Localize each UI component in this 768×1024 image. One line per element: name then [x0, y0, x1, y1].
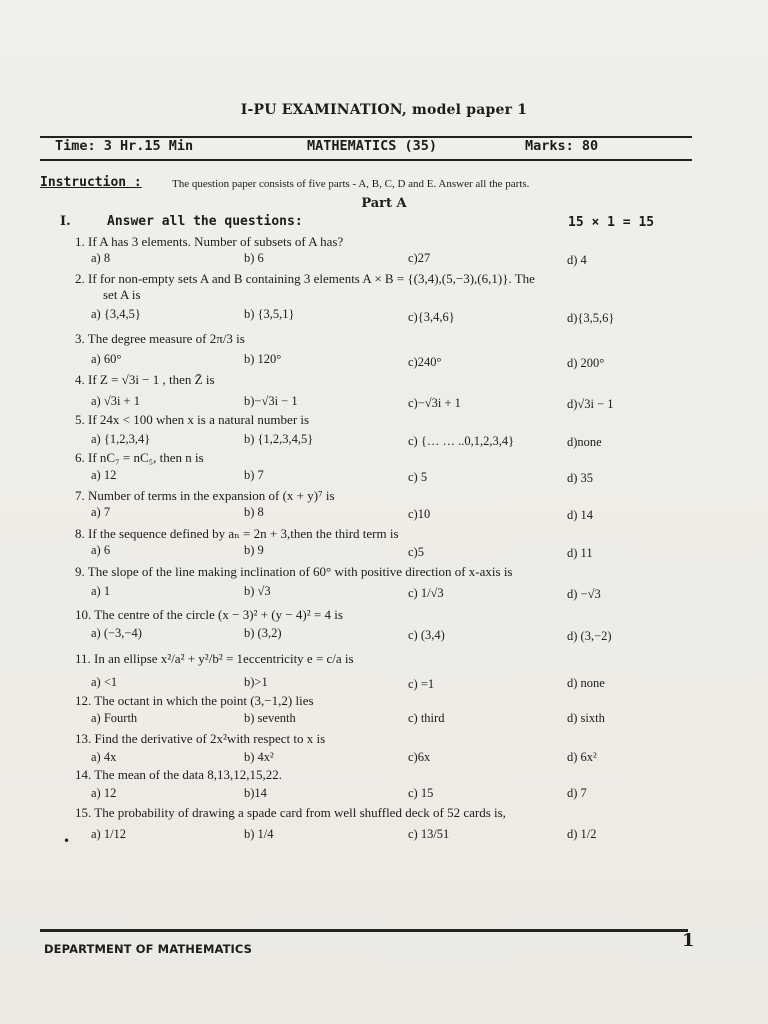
option-c: c)5: [408, 545, 424, 559]
time-label: Time: 3 Hr.15 Min: [55, 138, 194, 154]
question-4: 4. If Z = √3i − 1 , then Z̄ is: [75, 372, 215, 387]
header-rule: [40, 159, 692, 161]
option-b: b) (3,2): [244, 626, 282, 640]
question-10: 10. The centre of the circle (x − 3)² + (y − 4)² = 4 is: [75, 607, 343, 622]
option-b: b) {1,2,3,4,5}: [244, 432, 314, 446]
option-c: c) =1: [408, 677, 435, 691]
option-c: c)6x: [408, 750, 431, 764]
option-b: b) 1/4: [244, 827, 274, 841]
option-a: a) 7: [91, 505, 111, 519]
question-15: 15. The probability of drawing a spade card from well shuffled deck of 52 cards is,: [75, 805, 506, 820]
question-8: 8. If the sequence defined by aₙ = 2n + 3,then the third term is: [75, 526, 399, 541]
section-number: I.: [60, 214, 71, 229]
option-a: a) √3i + 1: [91, 394, 140, 408]
question-5: 5. If 24x < 100 when x is a natural number is: [75, 412, 310, 427]
question-3: 3. The degree measure of 2π/3 is: [75, 331, 245, 346]
option-b: b) {3,5,1}: [244, 307, 295, 321]
option-c: c) {… … ..0,1,2,3,4}: [408, 434, 515, 448]
option-b: b)>1: [244, 675, 268, 689]
option-d: d) 7: [567, 786, 587, 800]
option-a: a) {3,4,5}: [91, 307, 141, 321]
option-d: d) none: [567, 676, 605, 690]
option-a: a) (−3,−4): [91, 626, 142, 640]
option-d: d) 6x²: [567, 750, 597, 764]
option-a: a) Fourth: [91, 711, 138, 725]
page-number: 1: [682, 930, 695, 951]
option-c: c) 1/√3: [408, 586, 444, 600]
option-d: d) 35: [567, 471, 594, 485]
option-d: d) 4: [567, 253, 587, 267]
option-b: b) 8: [244, 505, 264, 519]
option-b: b) 4x²: [244, 750, 274, 764]
question-6: 6. If nC₇ = nC₅, then n is: [75, 450, 204, 465]
option-b: b) 120°: [244, 352, 282, 366]
option-a: a) <1: [91, 675, 118, 689]
option-b: b) 6: [244, 251, 264, 265]
option-b: b) √3: [244, 584, 271, 598]
option-c: c)10: [408, 507, 431, 521]
footer-rule: [40, 929, 688, 932]
option-d: d)none: [567, 435, 602, 449]
bullet-dot: •: [63, 834, 71, 848]
option-c: c) third: [408, 711, 445, 725]
option-a: a) 60°: [91, 352, 122, 366]
question-12: 12. The octant in which the point (3,−1,2) lies: [75, 693, 314, 708]
option-b: b)14: [244, 786, 267, 800]
option-a: a) 6: [91, 543, 111, 557]
page-title: I-PU EXAMINATION, model paper 1: [240, 102, 528, 118]
option-d: d) 1/2: [567, 827, 597, 841]
option-a: a) 8: [91, 251, 111, 265]
option-a: a) 1/12: [91, 827, 127, 841]
option-d: d)√3i − 1: [567, 397, 614, 411]
option-c: c) (3,4): [408, 628, 445, 642]
option-a: a) 4x: [91, 750, 117, 764]
question-11: 11. In an ellipse x²/a² + y²/b² = 1eccentricity e = c/a is: [75, 651, 354, 666]
option-c: c) 15: [408, 786, 434, 800]
option-a: a) 12: [91, 468, 117, 482]
instruction-label: Instruction :: [40, 175, 142, 190]
option-d: d) (3,−2): [567, 629, 612, 643]
option-a: a) {1,2,3,4}: [91, 432, 151, 446]
option-d: d) 200°: [567, 356, 605, 370]
option-c: c)−√3i + 1: [408, 396, 461, 410]
question-13: 13. Find the derivative of 2x²with respect to x is: [75, 731, 326, 746]
option-c: c) 5: [408, 470, 428, 484]
option-b: b) seventh: [244, 711, 296, 725]
option-d: d) 11: [567, 546, 593, 560]
option-c: c){3,4,6}: [408, 310, 455, 324]
option-a: a) 12: [91, 786, 117, 800]
option-b: b) 9: [244, 543, 264, 557]
footer-department: DEPARTMENT OF MATHEMATICS: [44, 942, 253, 956]
question-1: 1. If A has 3 elements. Number of subsets of A has?: [75, 234, 344, 249]
instruction-text: The question paper consists of five parts - A, B, C, D and E. Answer all the parts.: [172, 178, 530, 190]
option-b: b)−√3i − 1: [244, 394, 298, 408]
option-d: d){3,5,6}: [567, 311, 615, 325]
section-title: Answer all the questions:: [107, 214, 303, 229]
section-marks: 15 × 1 = 15: [568, 215, 655, 230]
question-14: 14. The mean of the data 8,13,12,15,22.: [75, 767, 282, 782]
option-a: a) 1: [91, 584, 111, 598]
option-d: d) 14: [567, 508, 594, 522]
marks-label: Marks: 80: [525, 138, 599, 154]
subject-label: MATHEMATICS (35): [307, 138, 438, 154]
option-c: c)27: [408, 251, 431, 265]
question-9: 9. The slope of the line making inclination of 60° with positive direction of x-axis is: [75, 564, 513, 579]
question-2-continuation: set A is: [103, 287, 141, 302]
question-7: 7. Number of terms in the expansion of (x + y)⁷ is: [75, 488, 335, 503]
option-d: d) −√3: [567, 587, 601, 601]
option-b: b) 7: [244, 468, 264, 482]
question-2: 2. If for non-empty sets A and B containing 3 elements A × B = {(3,4),(5,−3),(6,1)}. The: [75, 271, 535, 286]
option-c: c) 13/51: [408, 827, 450, 841]
option-d: d) sixth: [567, 711, 605, 725]
part-heading: Part A: [361, 196, 407, 211]
option-c: c)240°: [408, 355, 442, 369]
